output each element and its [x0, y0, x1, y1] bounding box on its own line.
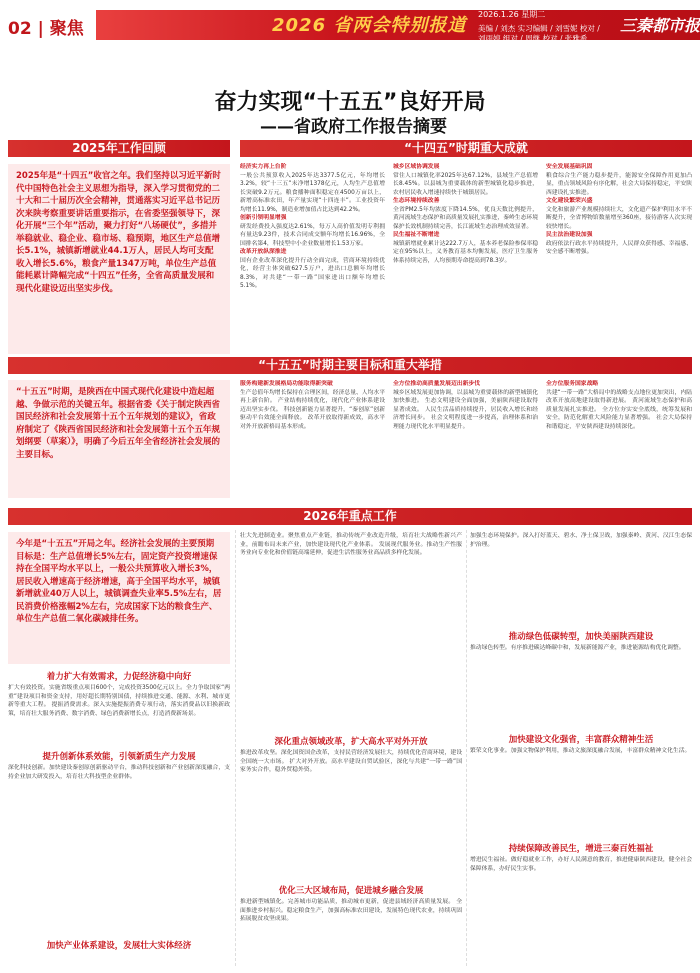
section-label: 02 | 聚焦: [8, 19, 84, 39]
achievement-subhead: 改革开放纵深推进: [240, 249, 287, 255]
achievement-text: 城镇新增就业累计达222.7万人，基本养老保险参保率稳定在95%以上，义务教育基本均衡发展，医疗卫生服务体系持续完善，人均预期寿命提高到78.3岁。: [393, 240, 538, 264]
priorities-column-3-green: [470, 644, 692, 724]
subhead-industry: 加快产业体系建设，发展壮大实体经济: [8, 939, 230, 951]
priorities-lead-text: 今年是“十五五”开局之年。经济社会发展的主要预期目标是：生产总值增长5%左右，固定资产投资增速保持在全国平均水平以上，一般公共预算收入增长3%，居民收入增速高于经济增速，高于全国平均水平，城镇新增就业40万人以上，城镇调查失业率5.5%左右，居民消费价格涨幅2%左右，完成国家下达的粮食生产、单位生产总值二氧化碳减排任务。: [8, 532, 230, 664]
subhead-green: 推动绿色低碳转型，加快美丽陕西建设: [470, 630, 692, 642]
priority-text: 深化科技创新。加快建设秦创原创新驱动平台，推动科技创新和产业创新深度融合，支持企业加大研发投入，培育壮大科技型企业群体。: [8, 765, 230, 780]
target-text: 全方位夯实安全底线，统筹发展和安全，防范化解重大风险能力显著增强。: [546, 406, 692, 421]
priorities-text-innovation: [8, 764, 230, 934]
section-bar-achievements: “十四五”时期重大成就: [240, 140, 692, 157]
achievement-text: 文化和旅游产业规模持续壮大，文化遗产保护利用水平不断提升，全省博物馆数量增至360座，接待游客人次实现较快增长。: [546, 206, 692, 230]
review-lead-text: 2025年是“十四五”收官之年。我们坚持以习近平新时代中国特色社会主义思想为指导，深入学习贯彻党的二十大和二十届历次全会精神，贯通落实习近平总书记历次来陕考察重要讲话重要指示，在省委坚强领导下，深化开展“三个年”活动，聚力打好“八场硬仗”，多措并举稳就业、稳企业、稳市场、稳预期，地区生产总值增长5.1%，城镇新增就业44.1万人，居民人均可支配收入增长5.6%，粮食产量1347万吨，单位生产总值能耗累计降幅完成“十四五”任务，全省高质量发展和现代化建设迈出坚实步伐。: [8, 164, 230, 354]
priority-text: 全面推进乡村振兴。稳定粮食生产，加强高标准农田建设，发展特色现代农业，持续巩固拓展脱贫攻坚成果。: [240, 899, 462, 922]
achievement-text: 全省PM2.5年均浓度下降14.5%，优良天数比例提升，黄河流域生态保护和高质量发展扎实推进，秦岭生态环境保护长效机制持续完善，长江流域生态治理成效显著。: [393, 206, 538, 230]
achievement-text: 一般公共预算收入2025年达3377.5亿元，年均增长3.2%，较“十三五”末净增1378亿元，人均生产总值增长突破9.2万元。粮食播种面积稳定在4500万亩以上，新增高标准农田，年产量实现“十四连丰”。工业投资年均增长11.9%，制造业增加值占比达到42.2%。: [240, 172, 385, 213]
priorities-column-2-top: [240, 532, 462, 732]
achievement-text: 政府依法行政水平持续提升，人民群众获得感、幸福感、安全感不断增强。: [546, 240, 692, 255]
subhead-livelihood: 持续保障改善民生，增进三秦百姓福祉: [470, 842, 692, 854]
targets-column-3: [546, 380, 692, 500]
priorities-column-2-bottom: [240, 898, 462, 966]
section-bar-targets: “十五五”时期主要目标和重大举措: [8, 357, 692, 374]
targets-column-1: [240, 380, 385, 500]
target-text: 生态文明建设全面加强，美丽陕西建设取得显著成效。: [393, 398, 538, 413]
targets-column-2: [393, 380, 538, 500]
issue-date: 2026.1.26 星期二: [478, 10, 546, 19]
achievement-subhead: 民生福祉不断增进: [393, 232, 440, 238]
achievement-subhead: 安全发展基础巩固: [546, 164, 593, 170]
priority-text: 扩大对外开放。高水平建设自贸试验区，深化与共建“一带一路”国家务实合作，稳外贸稳外资。: [240, 758, 462, 773]
banner-title: 2026 省两会特别报道: [272, 15, 467, 36]
achievement-text: 国有企业改革深化提升行动全面完成，营商环境持续优化，经营主体突破627.5万户，进出口总额年均增长8.3%，对共建“一带一路”国家进出口额年均增长5.1%。: [240, 257, 385, 289]
achievement-subhead: 城乡区域协调发展: [393, 164, 440, 170]
target-text: 产业结构持续优化，现代化产业体系建设迈出坚实步伐。: [240, 398, 385, 413]
subhead-demand: 着力扩大有效需求，力促经济稳中向好: [8, 670, 230, 682]
achievement-subhead: 文化建设繁荣兴盛: [546, 198, 593, 204]
subhead-culture: 加快建设文化强省，丰富群众精神生活: [470, 733, 692, 745]
priority-text: 壮大先进制造业。聚焦重点产业链，推动传统产业改造升级，培育壮大战略性新兴产业，前瞻布局未来产业，加快建设现代化产业体系。: [240, 533, 462, 548]
target-text: 生产总值年均增长保持在合理区间，经济总量、人均水平再上新台阶。: [240, 389, 385, 404]
newspaper-brand-logo: 三秦都市报: [620, 16, 700, 35]
priority-text: 推进改革攻坚。深化国资国企改革，支持民营经济发展壮大，持续优化营商环境，建设全国统一大市场。: [240, 750, 462, 765]
priority-text: 繁荣文化事业。加强文物保护利用，推动文旅深度融合发展，丰富群众精神文化生活。: [470, 748, 691, 754]
achievements-column-1: [240, 163, 385, 353]
target-text: 社会大局保持和谐稳定，平安陕西建设持续深化。: [546, 415, 692, 430]
achievement-subhead: 生态环境持续改善: [393, 198, 440, 204]
target-text: 科技创新能力显著提升，“秦创原”创新驱动平台效能全面释放。: [240, 406, 385, 421]
staff-credits: 美编 / 刘杰 实习编辑 / 刘雪妮 校对 / 刘雨婷 组对 / 周继 校对 / 张雅希: [478, 24, 600, 43]
target-text: 共建“一带一路”大格局中的战略支点地位更加突出，内陆改革开放高地建设取得新进展。: [546, 389, 692, 404]
headline-title: 奋力实现“十五五”良好开局: [214, 90, 486, 115]
target-subhead: 服务构建新发展格局功能取得新突破: [240, 381, 333, 387]
achievements-column-2: [393, 163, 538, 353]
priority-text: 推动绿色转型。有序推进碳达峰碳中和，发展新能源产业，推进能源结构优化调整。: [470, 645, 685, 651]
priority-text: 增进民生福祉。做好稳就业工作，办好人民满意的教育，推进健康陕西建设，健全社会保障体系，办好民生实事。: [470, 857, 692, 872]
subhead-regional: 优化三大区域布局，促进城乡融合发展: [240, 884, 462, 896]
target-subhead: 全方位推动高质量发展迈出新步伐: [393, 381, 480, 387]
page-header: [0, 0, 700, 50]
priorities-text-demand: [8, 684, 230, 746]
priority-text: 推进新型城镇化。完善城市功能品质，推动城市更新，促进县域经济高质量发展。: [240, 899, 455, 905]
priority-text: 提振消费需求。深入实施提振消费专项行动，落实消费品以旧换新政策，培育壮大服务消费、数字消费、绿色消费新增长点，打造消费新场景。: [8, 702, 230, 717]
priority-text: 发展现代服务业。推动生产性服务业向专业化和价值链高端延伸，促进生活性服务业高品质多样化发展。: [240, 541, 462, 556]
headline-subtitle: ——省政府工作报告摘要: [260, 117, 447, 137]
subhead-innovation: 提升创新体系效能，引领新质生产力发展: [8, 750, 230, 762]
achievement-subhead: 民主法治建设加强: [546, 232, 593, 238]
achievement-subhead: 经济实力再上台阶: [240, 164, 287, 170]
column-divider: [466, 530, 467, 966]
target-text: 人民生活品质持续提升，居民收入增长和经济增长同步。: [393, 406, 538, 421]
section-bar-priorities: 2026年重点工作: [8, 508, 692, 525]
target-text: 社会文明程度进一步提高，治理体系和治理能力现代化水平明显提升。: [393, 415, 538, 430]
targets-lead-text: “十五五”时期，是陕西在中国式现代化建设中造起超越、争做示范的关键五年。根据省委《关于制定陕西省国民经济和社会发展第十五个五年规划的建议》，省政府制定了《陕西省国民经济和社会发展第十五个五年规划纲要（草案）》，明确了今后五年全省经济社会发展的主要目标。: [8, 380, 230, 498]
priorities-column-2-mid: [240, 749, 462, 879]
achievements-column-3: [546, 163, 692, 353]
target-text: 黄河流域生态保护和高质量发展扎实推进。: [546, 398, 692, 413]
achievement-text: 粮食综合生产能力稳步提升，能源安全保障作用更加凸显，重点领域风险有序化解，社会大局保持稳定，平安陕西建设扎实推进。: [546, 172, 692, 196]
priorities-column-3-culture: [470, 747, 692, 837]
target-text: 改革开放取得新成效，高水平对外开放新格局基本形成。: [240, 415, 385, 430]
column-divider: [235, 530, 236, 966]
priority-text: 扩大有效投资。实施省级重点项目600个，完成投资3500亿元以上。全力争取国家“两重”建设项目和资金支持，用好超长期特别国债，持续推进交通、能源、水利、城市更新等重大工程。: [8, 685, 230, 708]
priorities-column-3-top: [470, 532, 692, 627]
achievement-subhead: 创新引领明显增强: [240, 215, 287, 221]
subhead-reform: 深化重点领域改革，扩大高水平对外开放: [240, 735, 462, 747]
achievement-text: 常住人口城镇化率2025年达67.12%，县域生产总值增长8.45%。以县城为重要载体的新型城镇化稳步推进，农村居民收入增速持续快于城镇居民。: [393, 172, 538, 196]
achievement-text: 研发经费投入强度达2.61%，每万人高价值发明专利拥有量达9.23件，技术合同成交额年均增长16.96%，全国排名第4，科技型中小企业数量增长1.53万家。: [240, 223, 385, 247]
priority-text: 加强生态环境保护。深入打好蓝天、碧水、净土保卫战，加强秦岭、黄河、汉江生态保护治理。: [470, 533, 692, 548]
priorities-column-3-livelihood: [470, 856, 692, 966]
target-text: 城乡区域发展更加协调，以县城为重要载体的新型城镇化加快推进。: [393, 389, 538, 404]
section-bar-review: 2025年工作回顾: [8, 140, 230, 157]
target-subhead: 全方位服务国家战略: [546, 381, 599, 387]
